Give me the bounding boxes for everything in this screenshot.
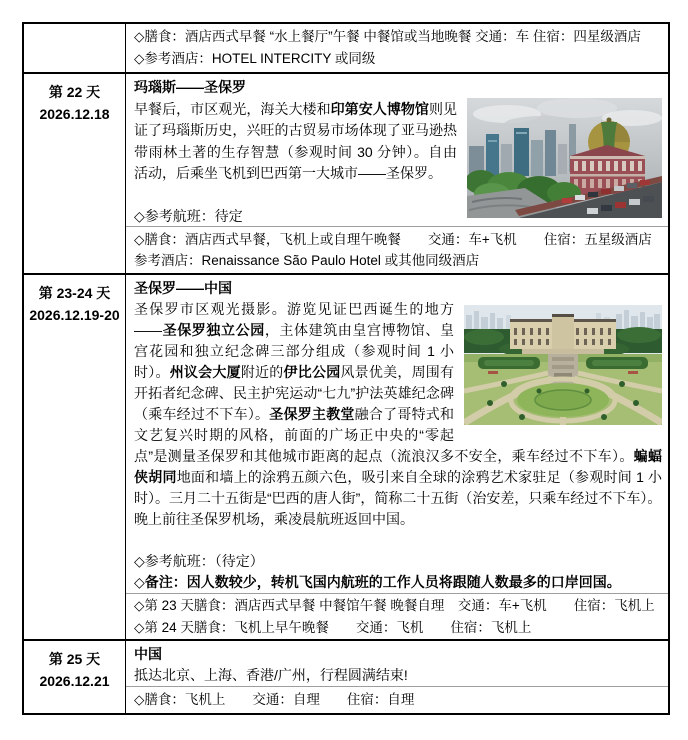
itinerary-table (22, 22, 670, 715)
meals-cell (126, 24, 668, 72)
meals-cell (126, 226, 668, 273)
day-paragraph-2: 晚上前往圣保罗机场，乘凌晨航班返回中国。 (134, 511, 414, 527)
spacer (134, 530, 662, 551)
flight-reference-line: ◇参考航班：（待定） (134, 553, 264, 569)
date-label: 2026.12.18 (39, 106, 110, 122)
row-day-22 (24, 72, 668, 273)
day-description-cell (126, 74, 668, 226)
meals-line-day24: ◇第 24 天膳食：飞机上早午晚餐 交通：飞机 住宿：飞机上 (134, 619, 532, 635)
day-cell (24, 74, 126, 273)
day-paragraph: 抵达北京、上海、香港/广州，行程圆满结束! (134, 667, 408, 683)
day-title: 中国 (134, 646, 162, 662)
date-label: 2026.12.19-20 (29, 307, 120, 323)
day-paragraph: 早餐后，市区观光，海关大楼和印第安人博物馆则见证了玛瑙斯历史，兴旺的古贸易市场体现了亚马逊热带雨林土著的生存智慧（参观时间 30 分钟）。自由活动，后乘坐飞机到巴西第一大城市——圣保罗。 (134, 100, 458, 181)
day-title: 玛瑙斯——圣保罗 (134, 79, 246, 95)
row-day-25 (24, 639, 668, 713)
row-day-23-24 (24, 273, 668, 639)
flight-reference-line: ◇参考航班：待定 (134, 207, 243, 224)
meals-line: ◇膳食：酒店西式早餐 “水上餐厅”午餐 中餐馆或当地晚餐 交通：车 住宿：四星级酒店 (134, 29, 641, 44)
day-paragraph: 圣保罗市区观光摄影。游览见证巴西诞生的地方——圣保罗独立公园，主体建筑由皇宫博物馆、皇宫花园和独立纪念碑三部分组成（参观时间 1 小时）。州议会大厦附近的伊比公园风景优美，周围有开拓者纪念碑、民主护宪运动“七九”护法英雄纪念碑（乘车经过不下车）。圣保罗主教堂融合了哥特式和文艺复兴时期的风格，前面的广场正中央的“零起点”是测量圣保罗和其他城市距离的起点（流浪汉多不安全，乘车经过不下车）。蝙蝠侠胡同地面和墙上的涂鸦五颜六色，吸引来自全球的涂鸦艺术家驻足（参观时间 1 小时）。三月二十五街是“巴西的唐人街”，简称二十五街（治安差，只乘车经过不下车）。 (134, 301, 662, 506)
date-label: 2026.12.21 (39, 673, 110, 689)
day-description-cell (126, 641, 668, 686)
meals-line: ◇膳食：飞机上 交通：自理 住宿：自理 (134, 692, 415, 708)
manaus-amazon-theatre-photo (467, 98, 662, 218)
meals-cell (126, 593, 668, 639)
sao-paulo-independence-park-photo (464, 305, 662, 425)
day-cell-empty (24, 24, 126, 72)
day-label: 第 25 天 (48, 651, 101, 667)
hotel-reference-line: 参考酒店：Renaissance São Paulo Hotel 或其他同级酒店 (134, 253, 480, 268)
remark-line: ◇备注：因人数较少，转机飞国内航班的工作人员将跟随人数最多的口岸回国。 (134, 574, 621, 590)
day-title: 圣保罗——中国 (134, 280, 232, 296)
hotel-reference-line: ◇参考酒店：HOTEL INTERCITY 或同级 (134, 51, 376, 66)
meals-cell (126, 686, 668, 713)
row-previous-day-meals (24, 24, 668, 72)
meals-line: ◇膳食：酒店西式早餐，飞机上或自理午晚餐 交通：车+飞机 住宿：五星级酒店 (134, 231, 652, 247)
day-cell (24, 275, 126, 639)
day-label: 第 23-24 天 (38, 285, 111, 301)
day-cell (24, 641, 126, 713)
meals-line-day23: ◇第 23 天膳食：酒店西式早餐 中餐馆午餐 晚餐自理 交通：车+飞机 住宿：飞机上 (134, 598, 655, 613)
day-label: 第 22 天 (48, 84, 101, 100)
day-description-cell (126, 275, 668, 593)
